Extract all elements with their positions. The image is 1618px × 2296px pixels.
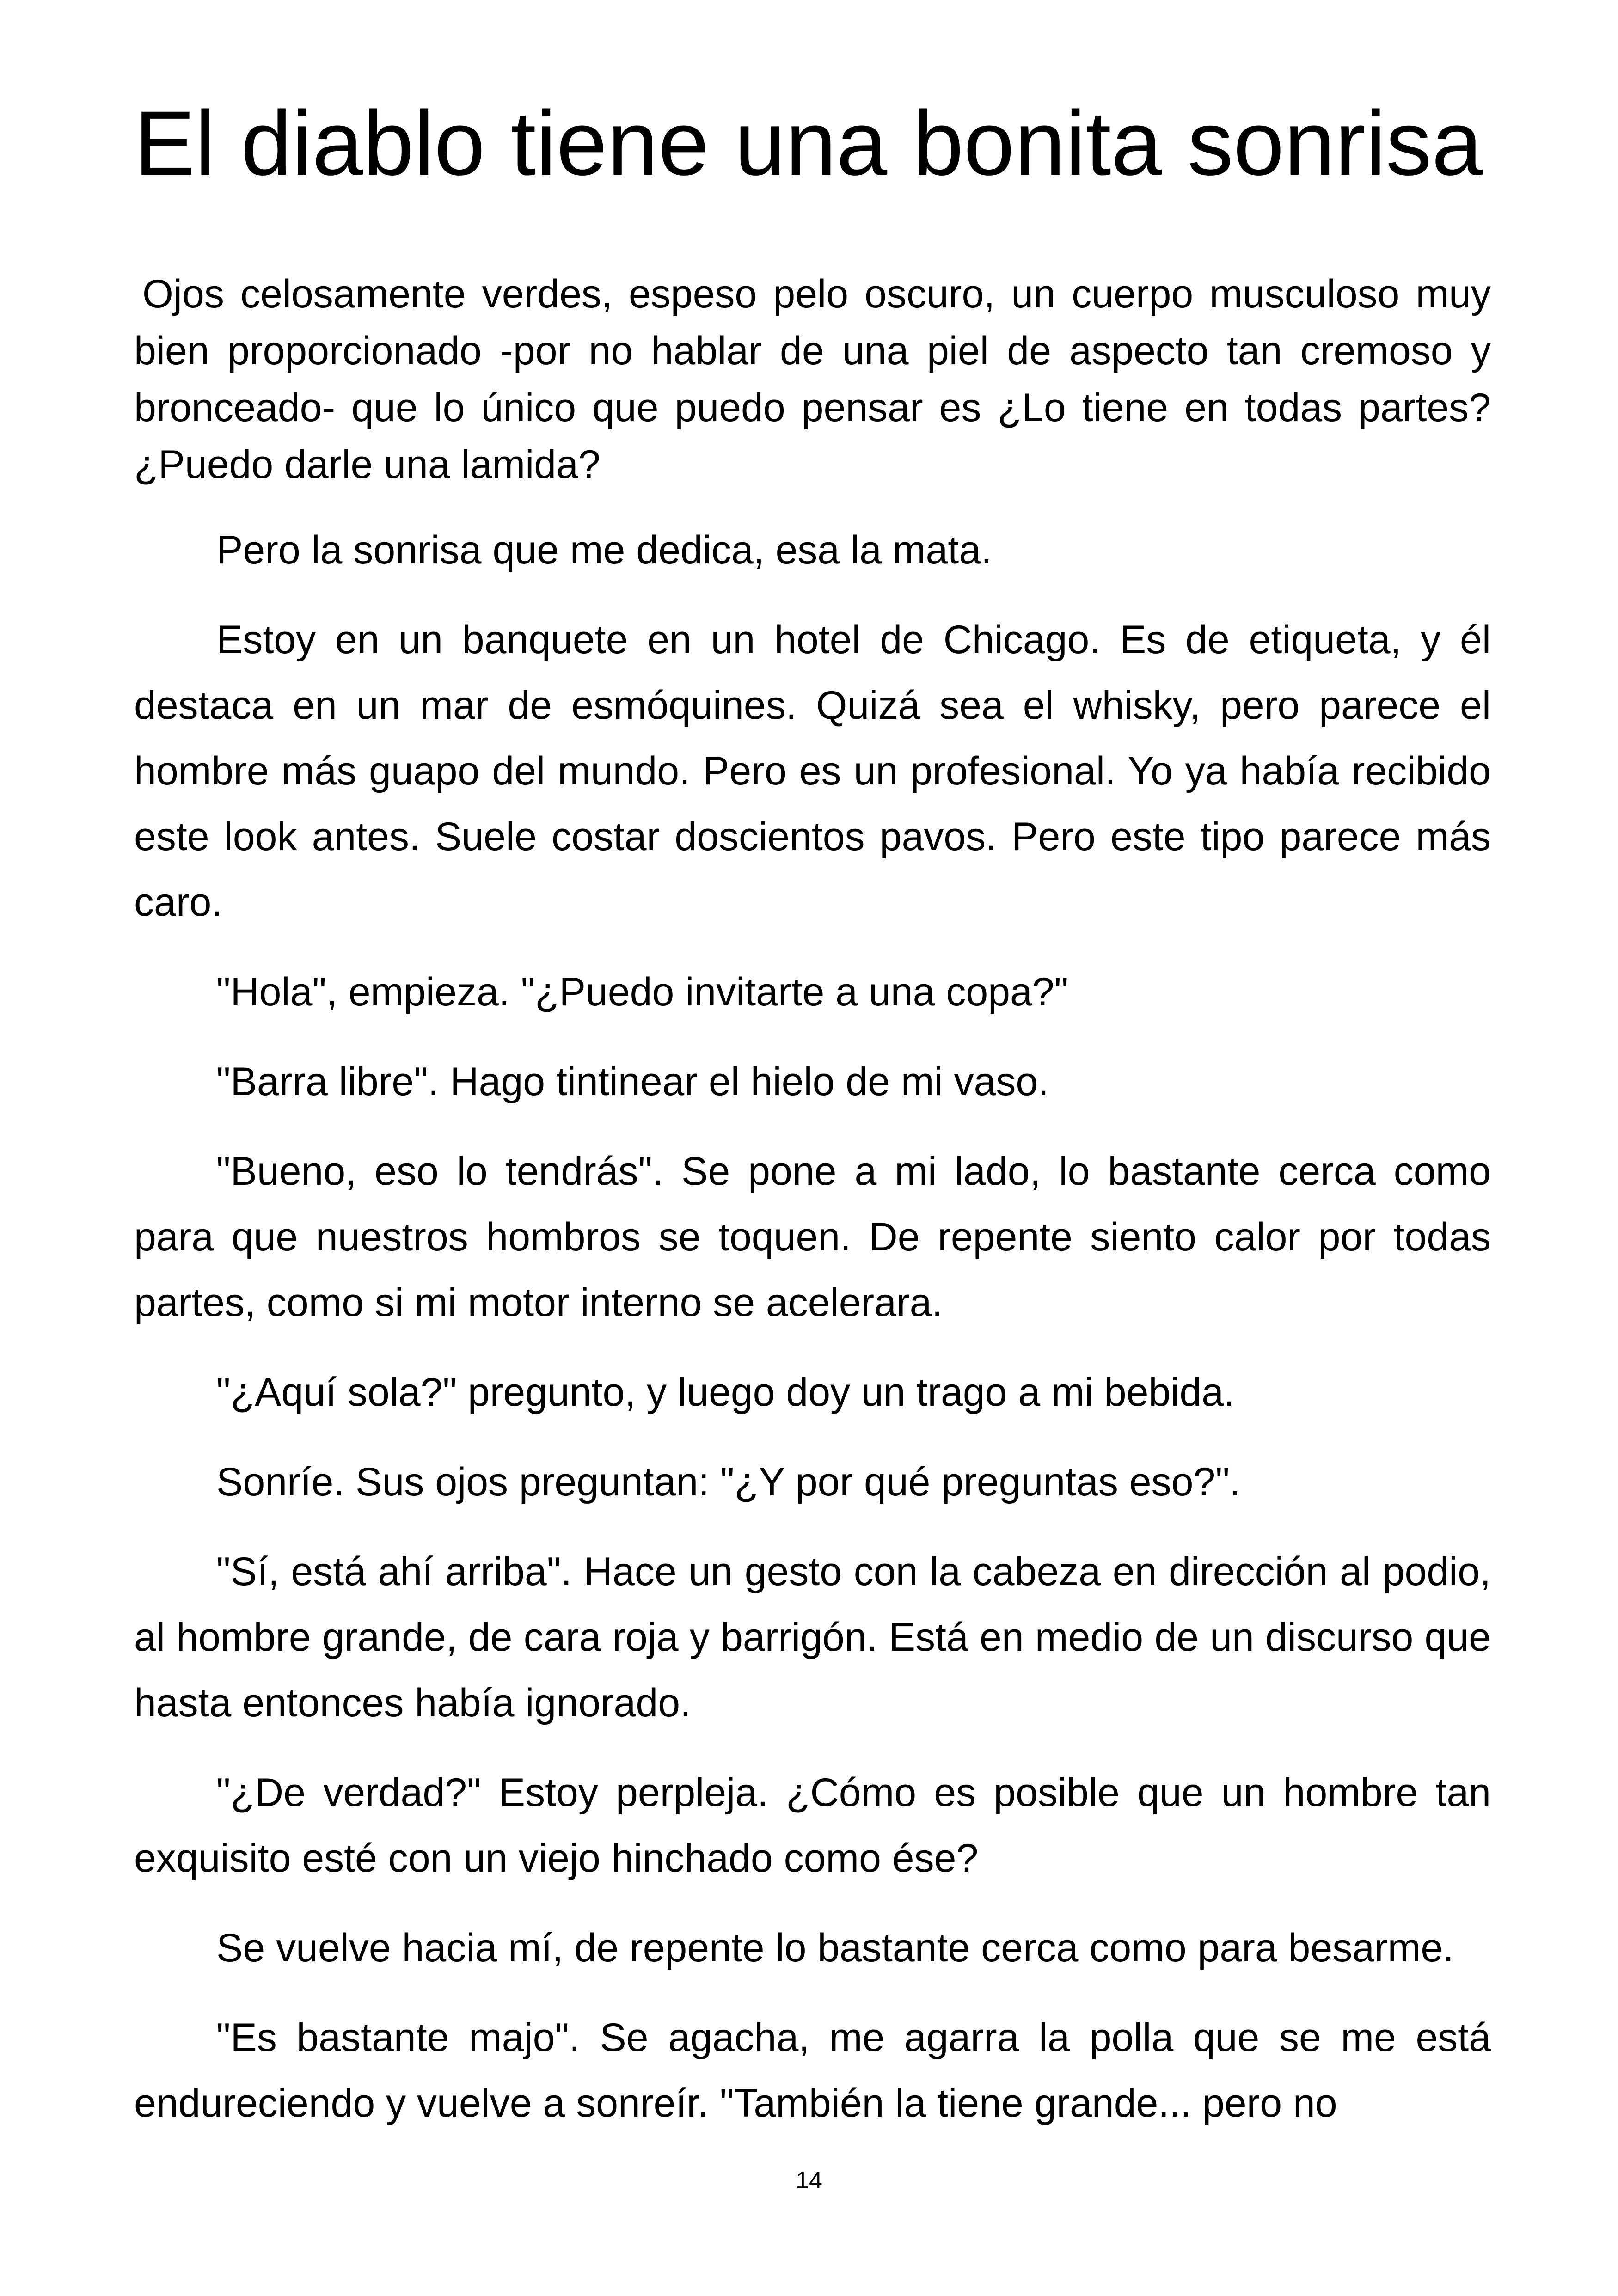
paragraph-5: "Barra libre". Hago tintinear el hielo de mi vaso. [216, 1059, 1049, 1104]
paragraph-11: Se vuelve hacia mí, de repente lo bastante cerca como para besarme. [216, 1926, 1454, 1970]
paragraph-12: "Es bastante majo". Se agacha, me agarra la polla que se me está endureciendo y vuelve a sonreír. "También la tiene grande... pero no [134, 2015, 1491, 2125]
paragraph-3: Estoy en un banquete en un hotel de Chicago. Es de etiqueta, y él destaca en un mar de esmóquines. Quizá sea el whisky, pero parece el hombre más guapo del mundo. Pero es un profesional. Yo ya había recibido este look antes. Suele costar doscientos pavos. Pero este tipo parece más caro. [134, 618, 1491, 925]
paragraph-8: Sonríe. Sus ojos preguntan: "¿Y por qué preguntas eso?". [216, 1460, 1241, 1504]
paragraph-2: Pero la sonrisa que me dedica, esa la mata. [216, 528, 992, 572]
paragraph-4: "Hola", empieza. "¿Puedo invitarte a una copa?" [216, 970, 1069, 1014]
body-text [134, 266, 1491, 2160]
paragraph-10: "¿De verdad?" Estoy perpleja. ¿Cómo es posible que un hombre tan exquisito esté con un viejo hinchado como ése? [134, 1770, 1491, 1880]
paragraph-1: Ojos celosamente verdes, espeso pelo oscuro, un cuerpo musculoso muy bien proporcionado -por no hablar de una piel de aspecto tan cremoso y bronceado- que lo único que puedo pensar es ¿Lo tiene en todas partes? ¿Puedo darle una lamida? [134, 272, 1491, 487]
page-number: 14 [796, 2167, 822, 2194]
paragraph-6: "Bueno, eso lo tendrás". Se pone a mi lado, lo bastante cerca como para que nuestros hombros se toquen. De repente siento calor por todas partes, como si mi motor interno se acelerara. [134, 1149, 1491, 1325]
paragraph-7: "¿Aquí sola?" pregunto, y luego doy un trago a mi bebida. [216, 1370, 1235, 1414]
chapter-title: El diablo tiene una bonita sonrisa [134, 92, 1483, 194]
paragraph-9: "Sí, está ahí arriba". Hace un gesto con la cabeza en dirección al podio, al hombre grande, de cara roja y barrigón. Está en medio de un discurso que hasta entonces había ignorado. [134, 1549, 1491, 1725]
